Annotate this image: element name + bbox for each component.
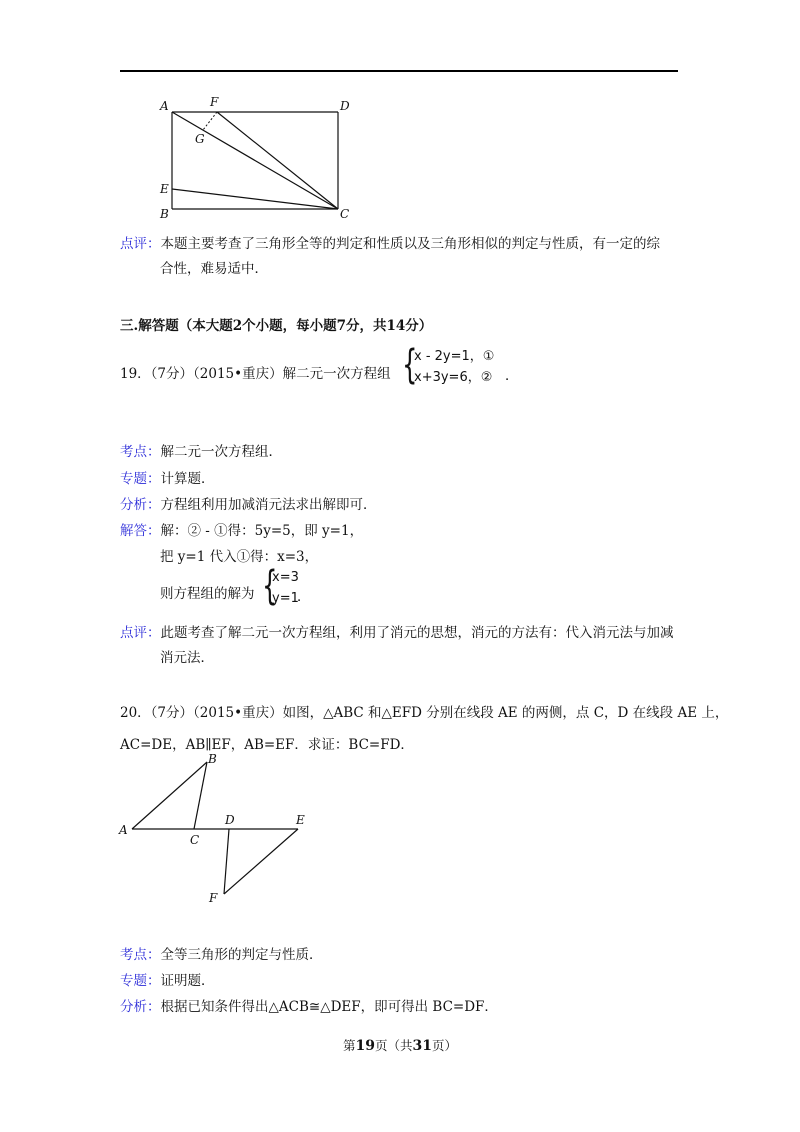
q20-kaodian-text: 全等三角形的判定与性质． <box>160 947 323 963</box>
q19-jieda-line2: 把 y=1 代入①得：x=3， <box>160 549 319 565</box>
q20-kaodian <box>120 943 323 963</box>
q20-fenxi-tag: 分析： <box>120 999 161 1015</box>
figure-triangles <box>112 752 342 912</box>
label-e: E <box>296 813 305 827</box>
footer-suffix: 页） <box>431 1038 457 1053</box>
q19-dianping-text1: 此题考查了解二元一次方程组，利用了消元的思想，消元的方法有：代入消元法与加减 <box>160 625 674 641</box>
q19-dianping-tag: 点评： <box>120 625 161 641</box>
q19-zhuanti-tag: 专题： <box>120 471 161 487</box>
q19-sol-end: ． <box>297 589 311 605</box>
label-g: G <box>195 132 205 146</box>
q19-sol1: x=3 <box>272 570 299 585</box>
q19-dianping-line2: 消元法． <box>160 650 214 666</box>
q18-comment-line2: 合性，难易适中． <box>160 261 268 277</box>
q19-system <box>414 346 494 388</box>
footer-mid: 页（共 <box>374 1038 413 1053</box>
label-a: A <box>119 823 128 837</box>
label-c: C <box>190 833 200 847</box>
label-a: A <box>160 99 169 113</box>
q19-solution <box>272 567 299 609</box>
q20-zhuanti <box>120 969 215 989</box>
label-c: C <box>340 207 350 221</box>
label-f: F <box>209 891 218 905</box>
q20-fenxi-text: 根据已知条件得出△ACB≅△DEF，即可得出 BC=DF． <box>160 999 498 1015</box>
q18-comment-line1 <box>120 232 660 252</box>
header-rule <box>120 70 678 72</box>
figure-rectangle-abcd <box>150 92 370 222</box>
label-b: B <box>160 207 169 221</box>
q18-comment-text1: 本题主要考查了三角形全等的判定和性质以及三角形相似的判定与性质，有一定的综 <box>160 236 660 252</box>
q19-stem-end: ． <box>505 368 519 384</box>
q20-zhuanti-text: 证明题． <box>160 973 215 989</box>
segment-ac <box>172 112 338 209</box>
q19-sol2: y=1 <box>272 591 299 606</box>
label-e: E <box>160 182 169 196</box>
q20-fenxi <box>120 995 498 1015</box>
label-d: D <box>225 813 235 827</box>
footer-prefix: 第 <box>342 1038 356 1053</box>
q19-jieda-tag: 解答： <box>120 523 161 539</box>
footer-total-pages: 31 <box>412 1038 432 1054</box>
q20-kaodian-tag: 考点： <box>120 947 161 963</box>
label-d: D <box>340 99 350 113</box>
q19-jieda-text1: 解：② - ①得：5y=5，即 y=1， <box>160 523 364 539</box>
q19-fenxi-text: 方程组利用加减消元法求出解即可． <box>160 497 377 513</box>
q19-eq1: x - 2y=1，① <box>414 349 495 364</box>
label-f: F <box>210 95 219 109</box>
q19-jieda-line3: 则方程组的解为 <box>160 586 255 602</box>
label-b: B <box>208 752 217 766</box>
segment-df <box>224 829 229 894</box>
q19-kaodian-text: 解二元一次方程组． <box>160 444 282 460</box>
q19-fenxi-tag: 分析： <box>120 497 161 513</box>
q18-comment-tag: 点评： <box>120 236 161 252</box>
q20-stem-line2: AC=DE，AB∥EF，AB=EF．求证：BC=FD． <box>120 737 414 753</box>
q19-fenxi <box>120 493 377 513</box>
q19-stem: 19．（7分）（2015•重庆）解二元一次方程组 <box>120 366 391 382</box>
page-footer <box>0 1036 800 1054</box>
q20-zhuanti-tag: 专题： <box>120 973 161 989</box>
footer-page-number: 19 <box>355 1038 375 1054</box>
q19-zhuanti <box>120 467 215 487</box>
q20-stem-line1: 20．（7分）（2015•重庆）如图，△ABC 和△EFD 分别在线段 AE 的两侧，点 C，D 在线段 AE 上， <box>120 705 729 721</box>
section3-heading: 三.解答题（本大题2个小题，每小题7分，共14分） <box>120 318 433 334</box>
q19-eq2: x+3y=6，② <box>414 370 493 385</box>
q19-jieda <box>120 519 363 539</box>
q19-dianping <box>120 621 674 641</box>
segment-fe <box>224 829 298 894</box>
q19-kaodian-tag: 考点： <box>120 444 161 460</box>
segment-fc <box>217 112 338 209</box>
segment-ec <box>172 189 338 209</box>
q19-zhuanti-text: 计算题． <box>160 471 215 487</box>
q19-kaodian <box>120 440 282 460</box>
segment-fg <box>203 112 217 130</box>
q19-brace: { <box>402 342 418 388</box>
q19-solution-brace: { <box>262 563 278 609</box>
